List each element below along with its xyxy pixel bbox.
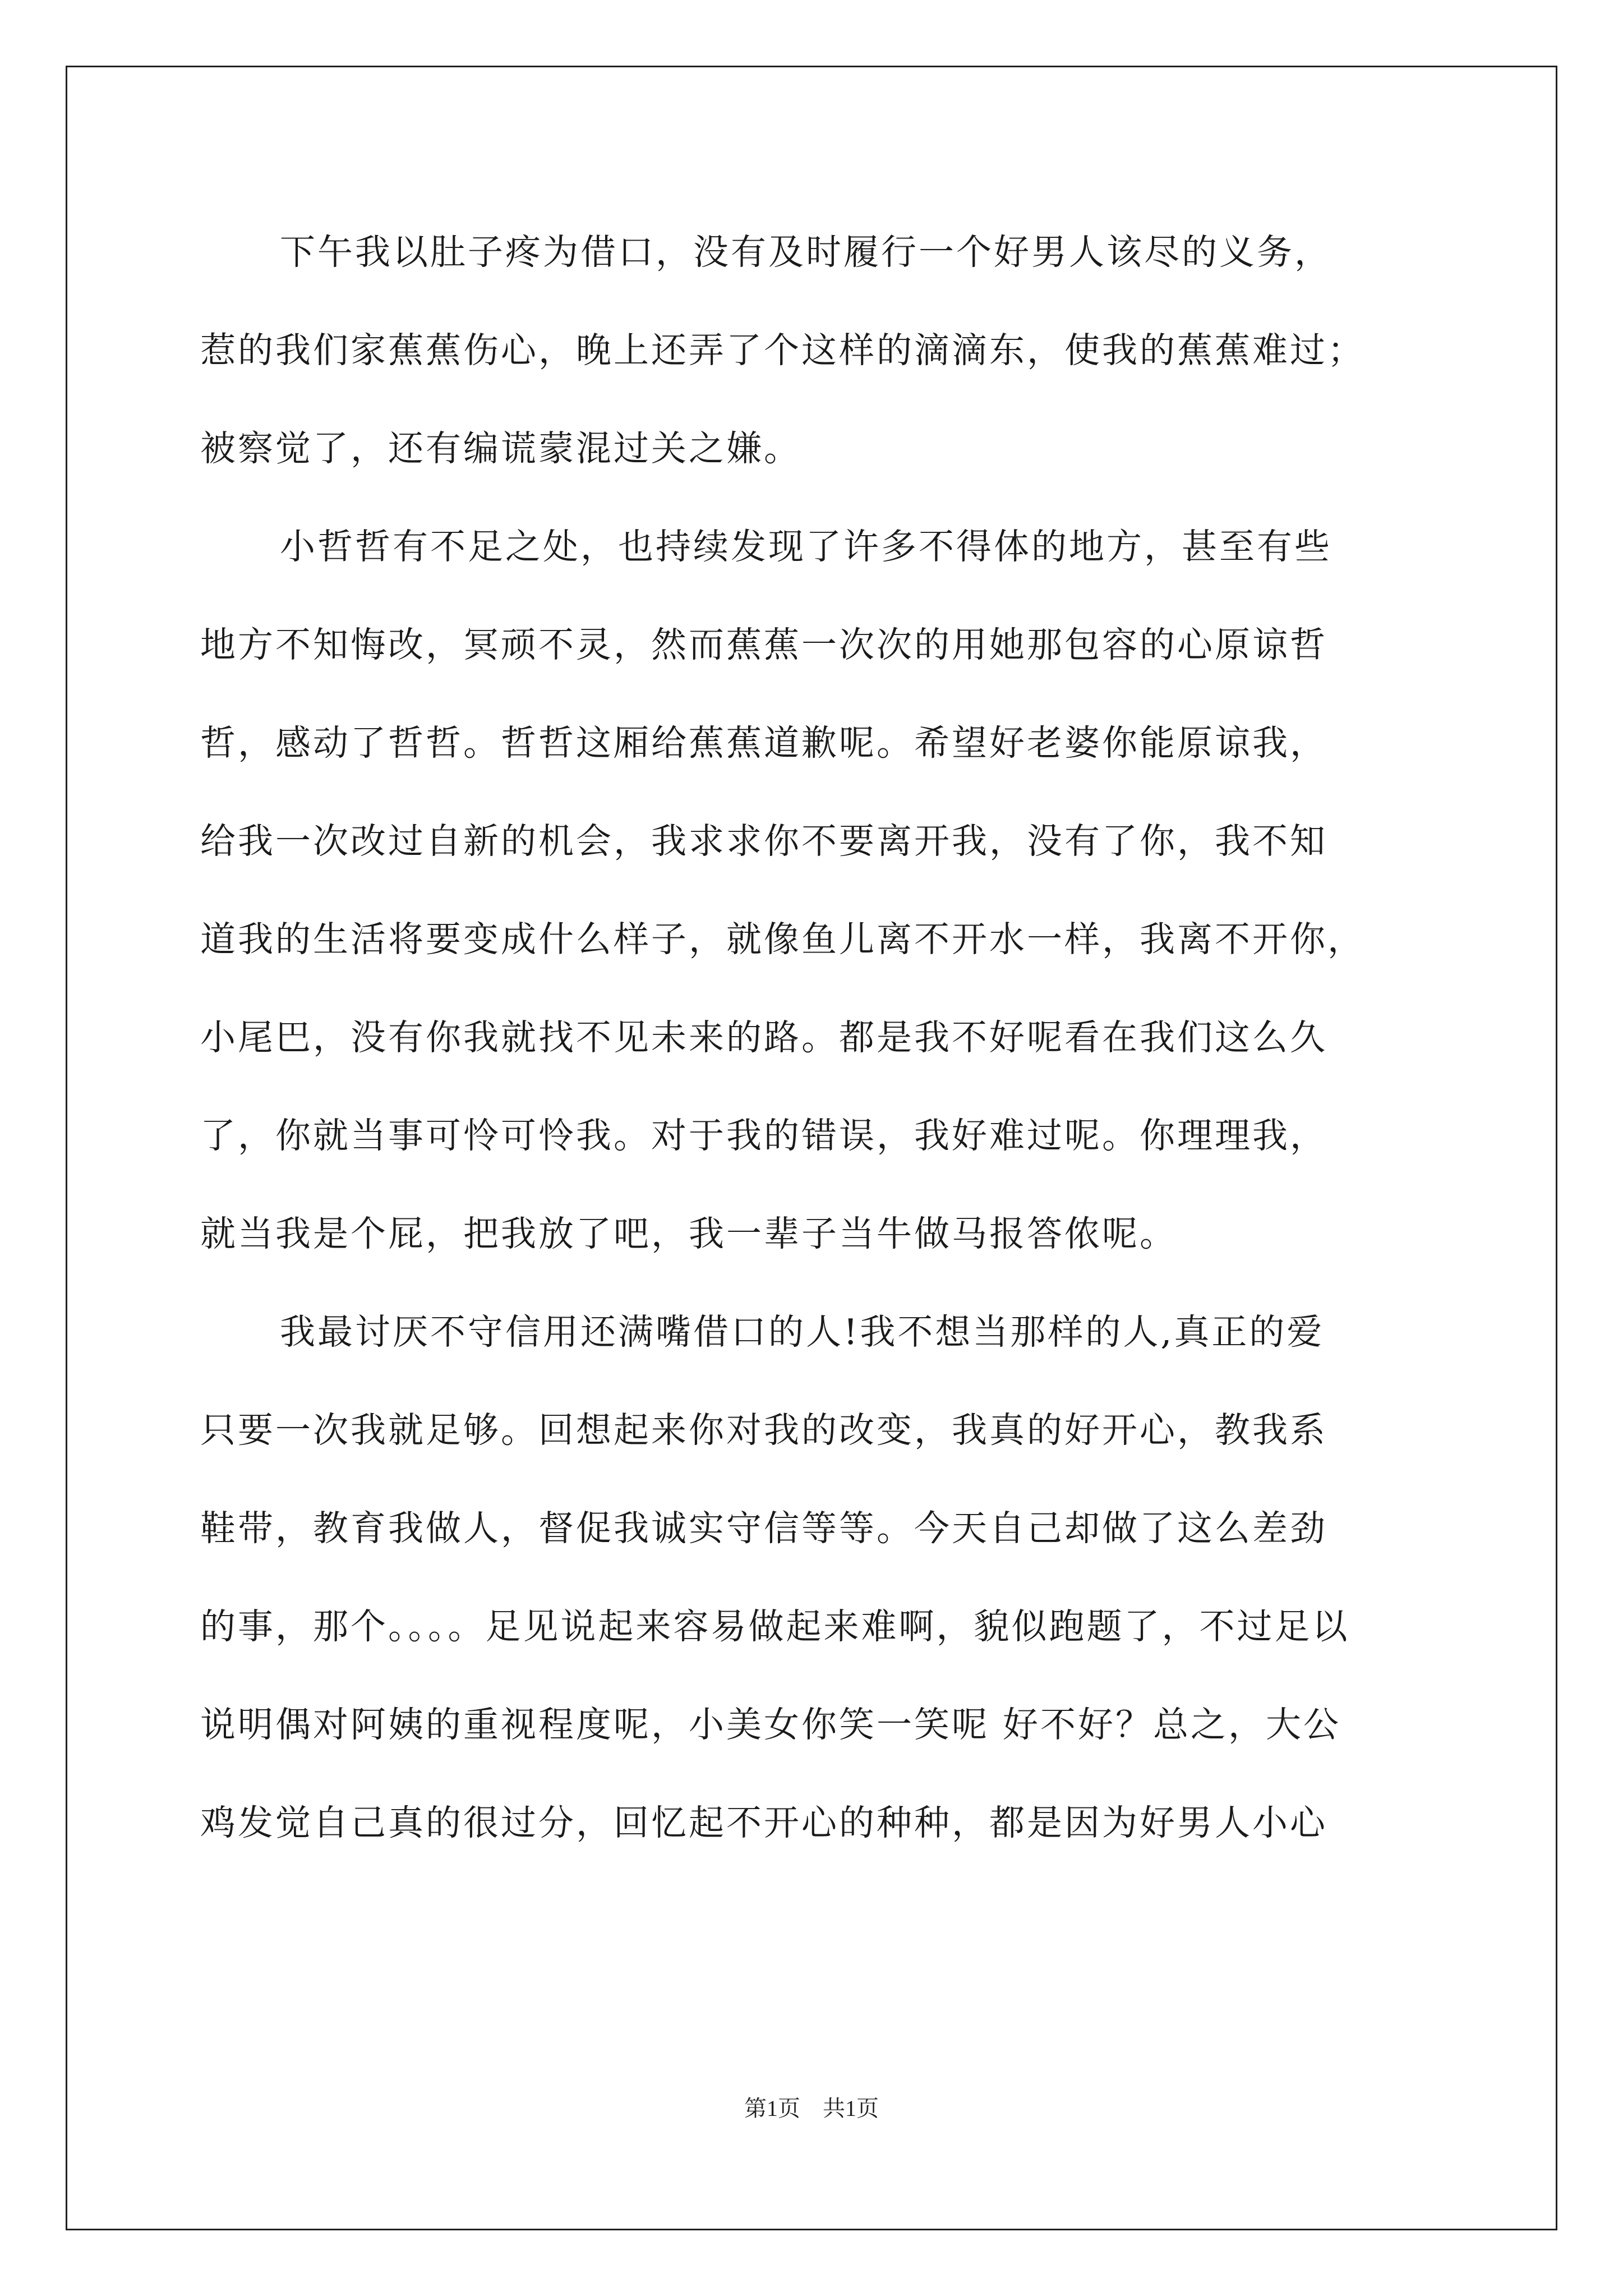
page-number-total: 共1页 <box>823 2096 879 2121</box>
paragraph-1-line-3: 被察觉了，还有编谎蒙混过关之嫌。 <box>200 428 801 469</box>
paragraph-3-line-6: 鸡发觉自己真的很过分，回忆起不开心的种种，都是因为好男人小心 <box>200 1802 1327 1843</box>
paragraph-2-line-6: 小尾巴，没有你我就找不见未来的路。都是我不好呢看在我们这么久 <box>200 1017 1327 1058</box>
paragraph-2-line-7: 了，你就当事可怜可怜我。对于我的错误，我好难过呢。你理理我， <box>200 1115 1327 1156</box>
paragraph-2-line-1: 小哲哲有不足之处，也持续发现了许多不得体的地方，甚至有些 <box>280 526 1332 567</box>
paragraph-2-line-4: 给我一次改过自新的机会，我求求你不要离开我，没有了你，我不知 <box>200 821 1327 862</box>
paragraph-1-line-1: 下午我以肚子疼为借口，没有及时履行一个好男人该尽的义务， <box>280 232 1332 273</box>
paragraph-2-line-2: 地方不知悔改，冥顽不灵，然而蕉蕉一次次的用她那包容的心原谅哲 <box>200 624 1327 665</box>
paragraph-3-line-5: 说明偶对阿姨的重视程度呢，小美女你笑一笑呢 好不好？总之，大公 <box>200 1704 1341 1745</box>
paragraph-3-line-1: 我最讨厌不守信用还满嘴借口的人!我不想当那样的人,真正的爱 <box>280 1312 1325 1352</box>
paragraph-2-line-8: 就当我是个屁，把我放了吧，我一辈子当牛做马报答侬呢。 <box>200 1213 1177 1254</box>
page-number-current: 第1页 <box>744 2096 800 2121</box>
document-body <box>200 222 1430 1890</box>
paragraph-2-line-5: 道我的生活将要变成什么样子，就像鱼儿离不开水一样，我离不开你， <box>200 919 1365 960</box>
paragraph-3-line-3: 鞋带，教育我做人，督促我诚实守信等等。今天自己却做了这么差劲 <box>200 1508 1327 1549</box>
paragraph-2-line-3: 哲，感动了哲哲。哲哲这厢给蕉蕉道歉呢。希望好老婆你能原谅我， <box>200 723 1327 763</box>
paragraph-3-line-4: 的事，那个。。。。足见说起来容易做起来难啊，貌似跑题了，不过足以 <box>200 1606 1350 1647</box>
paragraph-1-line-2: 惹的我们家蕉蕉伤心，晚上还弄了个这样的滴滴东，使我的蕉蕉难过； <box>200 330 1365 371</box>
paragraph-3-line-2: 只要一次我就足够。回想起来你对我的改变，我真的好开心，教我系 <box>200 1410 1327 1451</box>
page-footer <box>0 2091 1623 2123</box>
